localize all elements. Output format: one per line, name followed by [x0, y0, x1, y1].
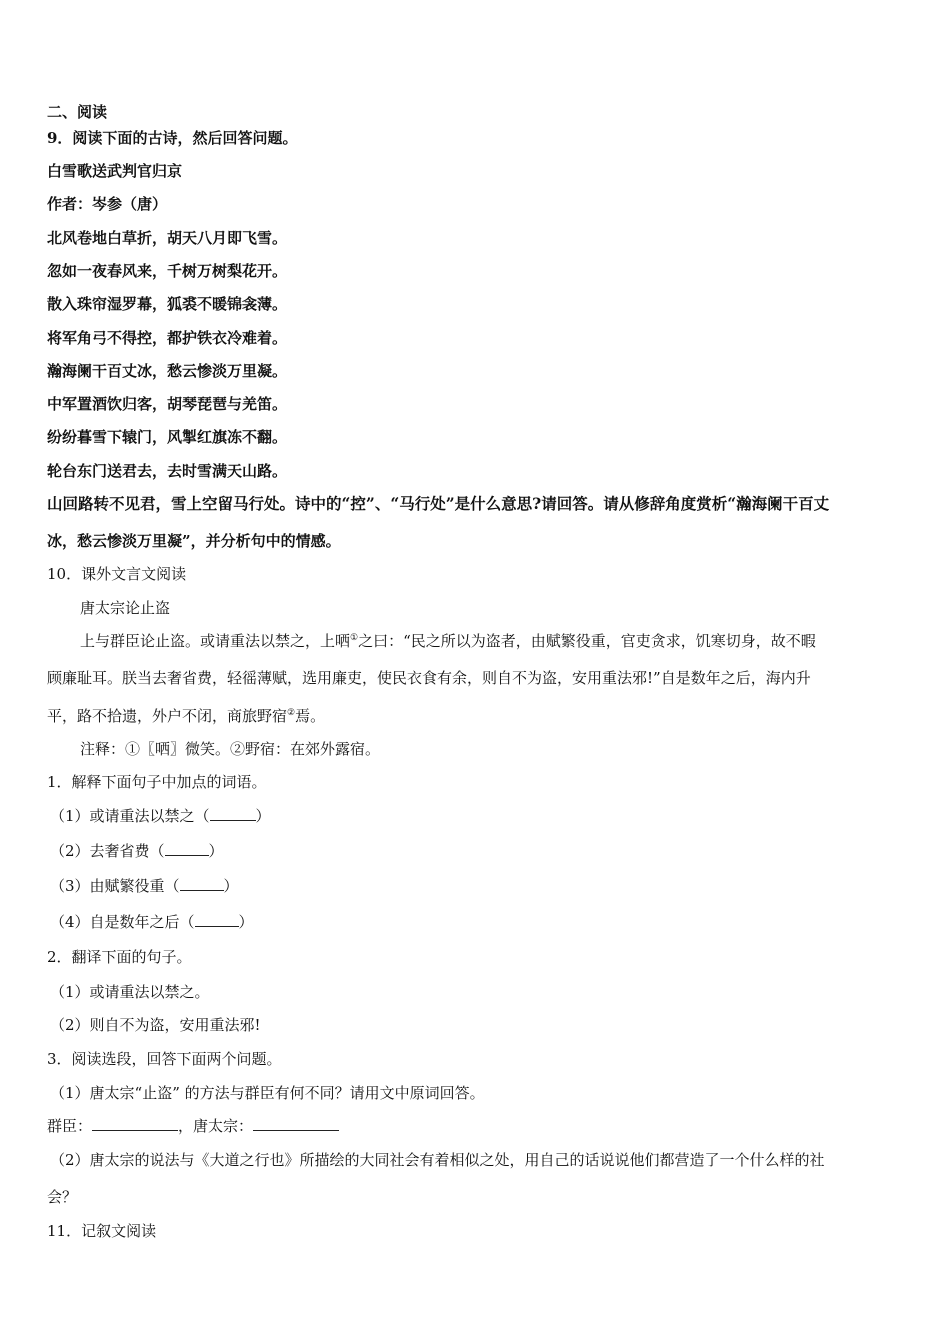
footnote-marker: ② — [287, 708, 296, 718]
q11-prompt: 11．记叙文阅读 — [47, 1222, 157, 1240]
item-text: ） — [238, 913, 254, 931]
q9-question-line-1: 山回路转不见君，雪上空留马行处。诗中的“控”、“马行处”是什么意思?请回答。请从修辞角度赏析“瀚海阑干百丈 — [47, 494, 830, 513]
sub1-item — [50, 806, 271, 826]
passage-text: 上与群臣论止盗。或请重法以禁之，上哂 — [80, 632, 351, 650]
poem-line: 中军置酒饮归客，胡琴琵琶与羌笛。 — [47, 395, 288, 413]
poem-author: 作者：岑参（唐） — [47, 195, 168, 213]
sub2-prompt: 2．翻译下面的句子。 — [47, 948, 192, 966]
section-title: 二、阅读 — [47, 103, 108, 121]
item-text: ） — [255, 807, 271, 825]
answer-blank[interactable] — [165, 841, 209, 856]
sub3-answer-line — [47, 1116, 339, 1136]
poem-line: 纷纷暮雪下辕门，风掣红旗冻不翻。 — [47, 428, 288, 446]
passage-text: 焉。 — [295, 707, 326, 725]
item-text: （2）去奢省费（ — [50, 842, 165, 860]
item-text: （3）由赋繁役重（ — [50, 877, 180, 895]
passage-notes: 注释：①〖哂〗微笑。②野宿：在郊外露宿。 — [80, 740, 381, 758]
sub3-question-1: （1）唐太宗“止盗” 的方法与群臣有何不同？请用文中原词回答。 — [50, 1084, 485, 1102]
answer-blank[interactable] — [210, 806, 256, 821]
answer-label: ，唐太宗： — [178, 1117, 254, 1135]
answer-blank[interactable] — [195, 912, 239, 927]
sub3-question-2-line-1: （2）唐太宗的说法与《大道之行也》所描绘的大同社会有着相似之处，用自己的话说说他们都营造了一个什么样的社 — [50, 1151, 825, 1169]
poem-line: 瀚海阑干百丈冰，愁云惨淡万里凝。 — [47, 362, 288, 380]
answer-blank[interactable] — [92, 1116, 178, 1131]
poem-line: 忽如一夜春风来，千树万树梨花开。 — [47, 262, 288, 280]
footnote-marker: ① — [350, 633, 359, 643]
answer-blank[interactable] — [253, 1116, 339, 1131]
sub2-item: （2）则自不为盗，安用重法邪! — [50, 1016, 261, 1034]
sub1-item — [50, 876, 239, 896]
passage-text: 平，路不拾遗，外户不闭，商旅野宿 — [47, 707, 288, 725]
sub2-item: （1）或请重法以禁之。 — [50, 983, 210, 1001]
poem-line: 轮台东门送君去，去时雪满天山路。 — [47, 462, 288, 480]
sub3-question-2-line-2: 会？ — [47, 1188, 78, 1206]
poem-line: 将军角弓不得控，都护铁衣冷难着。 — [47, 329, 288, 347]
passage-line-2: 顾廉耻耳。朕当去奢省费，轻徭薄赋，选用廉吏，使民衣食有余，则自不为盗，安用重法邪!”自是数年之后，海内升 — [47, 669, 811, 687]
item-text: ） — [208, 842, 224, 860]
answer-blank[interactable] — [180, 876, 224, 891]
q10-prompt: 10．课外文言文阅读 — [47, 565, 187, 583]
passage-text: 之曰：“民之所以为盗者，由赋繁役重，官吏贪求，饥寒切身，故不暇 — [358, 632, 816, 650]
passage-line-3 — [47, 706, 325, 726]
sub1-item — [50, 841, 224, 861]
item-text: ） — [223, 877, 239, 895]
poem-title: 白雪歌送武判官归京 — [47, 162, 183, 180]
sub3-prompt: 3．阅读选段，回答下面两个问题。 — [47, 1050, 282, 1068]
sub1-prompt: 1．解释下面句子中加点的词语。 — [47, 773, 267, 791]
poem-line: 散入珠帘湿罗幕，狐裘不暖锦衾薄。 — [47, 295, 288, 313]
poem-line: 北风卷地白草折，胡天八月即飞雪。 — [47, 229, 288, 247]
passage-title: 唐太宗论止盗 — [80, 599, 171, 617]
sub1-item — [50, 912, 254, 932]
q9-prompt: 9．阅读下面的古诗，然后回答问题。 — [47, 129, 298, 147]
answer-label: 群臣： — [47, 1117, 93, 1135]
q9-question-line-2: 冰，愁云惨淡万里凝”，并分析句中的情感。 — [47, 532, 341, 550]
item-text: （4）自是数年之后（ — [50, 913, 195, 931]
passage-line-1 — [80, 631, 816, 651]
item-text: （1）或请重法以禁之（ — [50, 807, 210, 825]
